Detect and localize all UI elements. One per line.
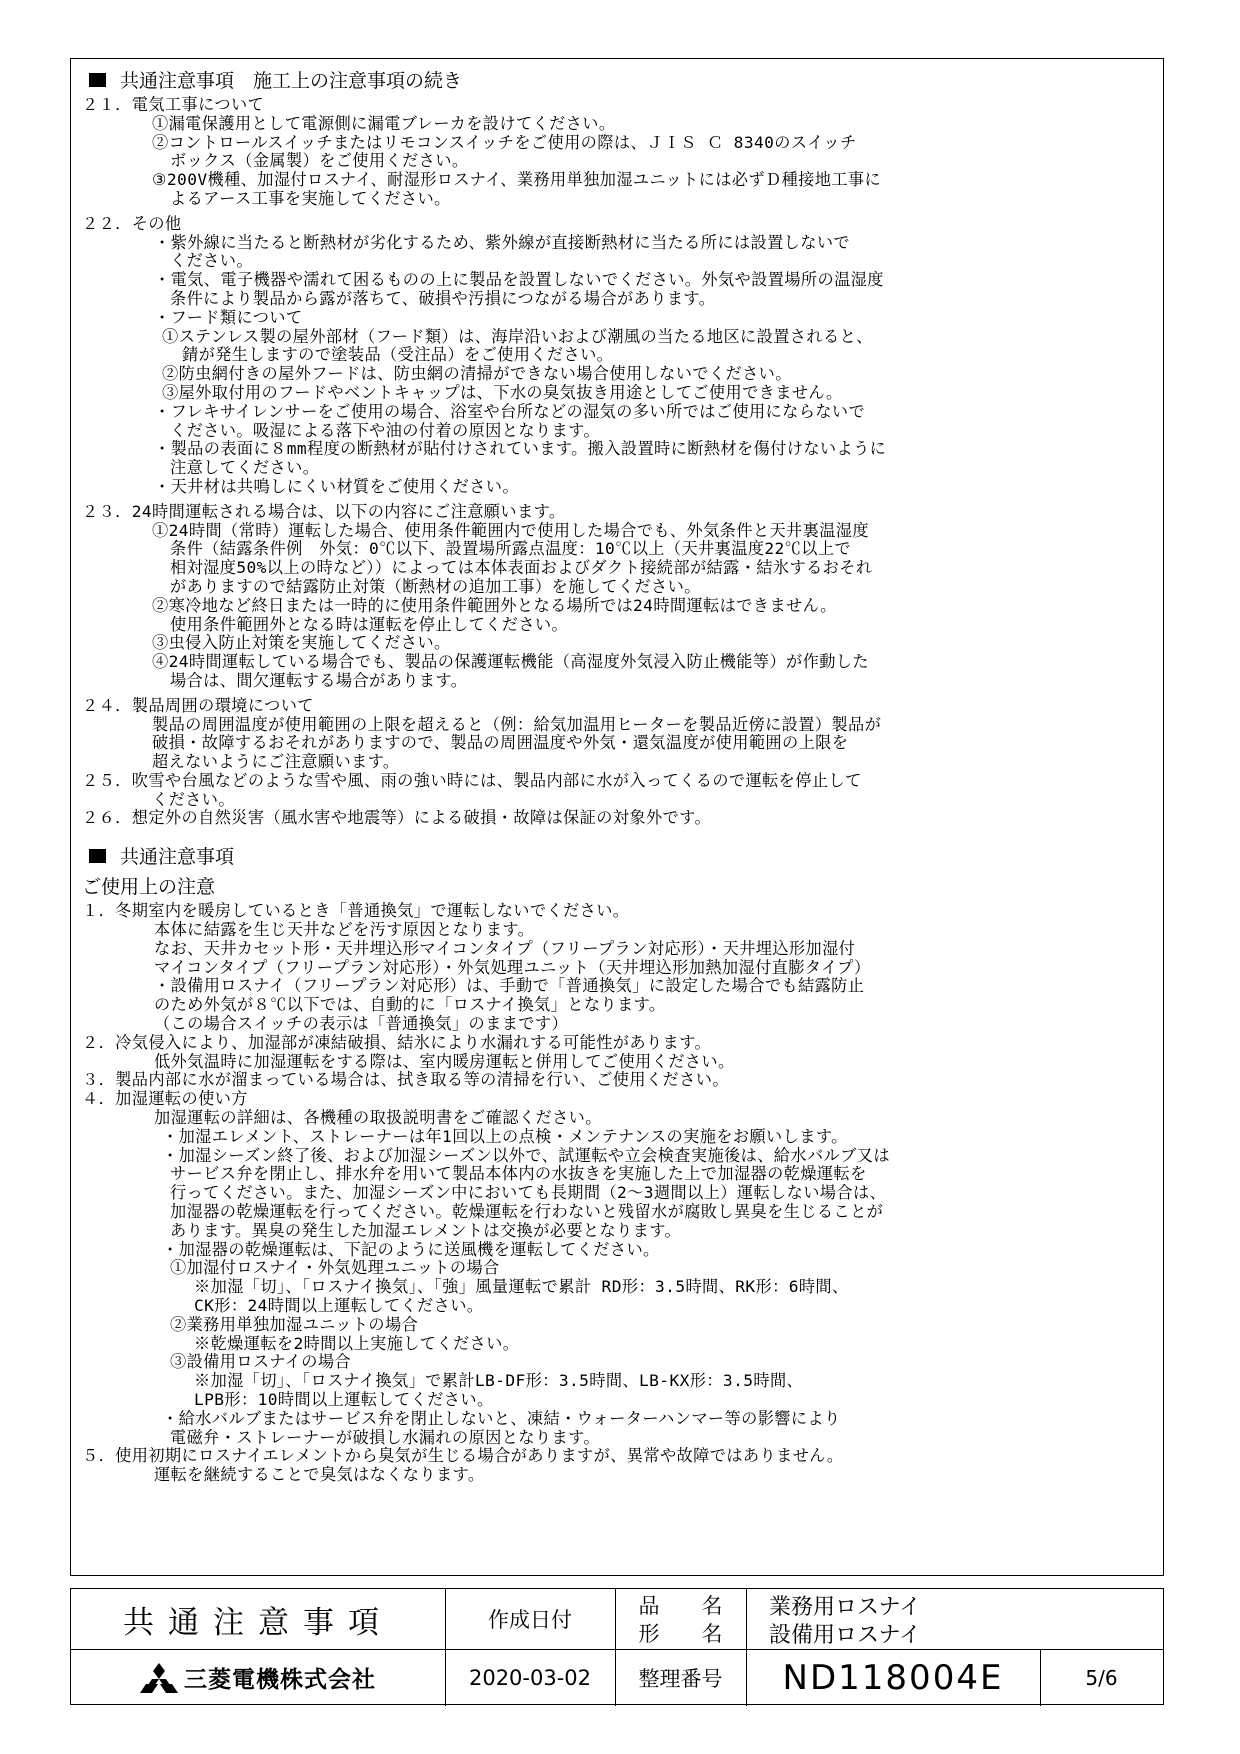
text-line: マイコンタイプ（フリープラン対応形）・外気処理ユニット（天井埋込形加熱加湿付直膨タイプ）: [154, 957, 871, 977]
created-label: 作成日付: [488, 1608, 572, 1632]
text-line: ・加湿器の乾燥運転は、下記のように送風機を運転してください。: [162, 1239, 660, 1259]
square-bullet-icon: [89, 73, 106, 87]
document-body: [82, 66, 1157, 1485]
text-line: １．冬期室内を暖房しているとき「普通換気」で運転しないでください。: [82, 901, 630, 921]
company-logo: [71, 1649, 445, 1706]
text-line: CK形：24時間以上運転してください。: [194, 1296, 484, 1316]
text-line: サービス弁を閉止し、排水弁を用いて製品本体内の水抜きを実施した上で加湿器の乾燥運転を: [170, 1164, 867, 1184]
text-line: 注意してください。: [170, 458, 320, 478]
text-line: ③虫侵入防止対策を実施してください。: [152, 633, 451, 653]
ref-label: 整理番号: [638, 1666, 723, 1691]
text-line: がありますので結露防止対策（断熱材の追加工事）を施してください。: [170, 576, 701, 596]
text-line: ２３．24時間運転される場合は、以下の内容にご注意願います。: [82, 501, 566, 521]
text-line: ・紫外線に当たると断熱材が劣化するため、紫外線が直接断熱材に当たる所には設置しないで: [154, 232, 851, 252]
square-bullet-icon: [89, 849, 106, 863]
text-line: ①加湿付ロスナイ・外気処理ユニットの場合: [170, 1258, 500, 1278]
created-date: 2020-03-02: [468, 1665, 592, 1690]
model-name: 設備用ロスナイ: [769, 1622, 922, 1648]
product-name-label: 品 名: [638, 1594, 723, 1618]
text-line: 低外気温時に加湿運転をする際は、室内暖房運転と併用してご使用ください。: [154, 1051, 735, 1071]
doc-title: 共通注意事項: [123, 1604, 393, 1641]
text-line: 本体に結露を生じ天井などを汚す原因となります。: [154, 920, 535, 940]
text-line: 加湿器の乾燥運転を行ってください。乾燥運転を行わないと残留水が腐敗し異臭を生じることが: [170, 1202, 884, 1222]
section-heading-common: 共通注意事項: [82, 842, 1157, 872]
text-line: ①漏電保護用として電源側に漏電ブレーカを設けてください。: [152, 113, 616, 133]
text-line: 錆が発生しますので塗装品（受注品）をご使用ください。: [182, 345, 614, 365]
text-line: ・電気、電子機器や濡れて困るものの上に製品を設置しないでください。外気や設置場所の温湿度: [154, 270, 884, 290]
text-line: ③設備用ロスナイの場合: [170, 1352, 352, 1372]
text-line: ２１．電気工事について: [82, 95, 265, 114]
text-line: ・給水バルブまたはサービス弁を閉止しないと、凍結・ウォーターハンマー等の影響により: [162, 1408, 841, 1428]
text-line: ※加湿「切」、「ロスナイ換気」、「強」風量運転で累計 RD形：3.5時間、RK形：6時間、: [194, 1277, 849, 1297]
text-line: ②防虫網付きの屋外フードは、防虫網の清掃ができない場合使用しないでください。: [162, 364, 792, 384]
model-label: 形 名: [638, 1622, 723, 1646]
text-line: 条件（結露条件例 外気：0℃以下、設置場所露点温度：10℃以上（天井裏温度22℃以上で: [170, 539, 852, 559]
text-line: ・フレキサイレンサーをご使用の場合、浴室や台所などの湿気の多い所ではご使用にならないで: [154, 401, 866, 421]
text-line: ③200V機種、加湿付ロスナイ、耐湿形ロスナイ、業務用単独加湿ユニットには必ずＤ種接地工事に: [152, 170, 882, 190]
section-usage-notes: [82, 902, 1157, 1485]
text-line: ください。: [152, 789, 235, 809]
product-name: 業務用ロスナイ: [769, 1594, 922, 1620]
title-block: [70, 1588, 1164, 1705]
text-line: 加湿運転の詳細は、各機種の取扱説明書をご確認ください。: [154, 1108, 602, 1128]
text-line: ください。: [170, 251, 253, 271]
text-line: 破損・故障するおそれがありますので、製品の周囲温度や外気・還気温度が使用範囲の上限を: [152, 733, 849, 753]
text-line: なお、天井カセット形・天井埋込形マイコンタイプ（フリープラン対応形）・天井埋込形加湿付: [154, 938, 856, 958]
text-line: ③屋外取付用のフードやベントキャップは、下水の臭気抜き用途としてご使用できません。: [162, 382, 843, 402]
text-line: ・フード類について: [154, 307, 303, 327]
text-line: のため外気が８℃以下では、自動的に「ロスナイ換気」となります。: [154, 995, 666, 1015]
page-number: 5/6: [1085, 1665, 1118, 1690]
company-name: 三菱電機株式会社: [184, 1667, 376, 1693]
section-heading-construction: 共通注意事項 施工上の注意事項の続き: [82, 66, 1157, 96]
text-line: ・天井材は共鳴しにくい材質をご使用ください。: [154, 476, 519, 496]
text-line: （この場合スイッチの表示は「普通換気」のままです）: [154, 1014, 569, 1034]
text-line: 場合は、間欠運転する場合があります。: [170, 670, 468, 690]
text-line: ２４．製品周囲の環境について: [82, 695, 314, 715]
text-line: ・加湿シーズン終了後、および加湿シーズン以外で、試運転や立会検査実施後は、給水バルブ又は: [162, 1145, 890, 1165]
text-line: ②コントロールスイッチまたはリモコンスイッチをご使用の際は、ＪＩＳ Ｃ 8340のスイッチ: [152, 132, 857, 152]
text-line: 相対湿度50%以上の時など））によっては本体表面およびダクト接続部が結露・結氷するおそれ: [170, 558, 873, 578]
text-line: ②業務用単独加湿ユニットの場合: [170, 1314, 419, 1334]
text-line: ボックス（金属製）をご使用ください。: [170, 151, 469, 171]
text-line: あります。異臭の発生した加湿エレメントは交換が必要となります。: [170, 1220, 682, 1240]
text-line: 製品の周囲温度が使用範囲の上限を超えると（例：給気加温用ヒーターを製品近傍に設置）製品が: [152, 714, 882, 734]
text-line: ３．製品内部に水が溜まっている場合は、拭き取る等の清掃を行い、ご使用ください。: [82, 1070, 729, 1090]
text-line: ４．加湿運転の使い方: [82, 1089, 248, 1109]
text-line: ※加湿「切」、「ロスナイ換気」で累計LB-DF形：3.5時間、LB-KX形：3.5時間、: [194, 1371, 804, 1391]
text-line: よるアース工事を実施してください。: [170, 188, 451, 208]
text-line: ください。吸湿による落下や油の付着の原因となります。: [170, 420, 600, 440]
text-line: ・製品の表面に８mm程度の断熱材が貼付けされています。搬入設置時に断熱材を傷付けないように: [154, 439, 887, 459]
text-line: 電磁弁・ストレーナーが破損し水漏れの原因となります。: [170, 1427, 600, 1447]
text-line: 運転を継続することで臭気はなくなります。: [154, 1465, 485, 1485]
text-line: ２２．その他: [82, 213, 182, 233]
text-line: ②寒冷地など終日または一時的に使用条件範囲外となる場所では24時間運転はできません。: [152, 595, 837, 615]
text-line: ・加湿エレメント、ストレーナーは年1回以上の点検・メンテナンスの実施をお願いします。: [162, 1126, 848, 1146]
text-line: LPB形：10時間以上運転してください。: [194, 1390, 494, 1409]
text-line: ①ステンレス製の屋外部材（フード類）は、海岸沿いおよび潮風の当たる地区に設置されると、: [162, 326, 873, 346]
text-line: ５．使用初期にロスナイエレメントから臭気が生じる場合がありますが、異常や故障ではありません。: [82, 1446, 844, 1466]
text-line: ※乾燥運転を2時間以上実施してください。: [194, 1333, 520, 1353]
text-line: ④24時間運転している場合でも、製品の保護運転機能（高湿度外気浸入防止機能等）が作動した: [152, 652, 869, 672]
mitsubishi-logo-icon: [140, 1663, 178, 1693]
text-line: ２６．想定外の自然災害（風水害や地震等）による破損・故障は保証の対象外です。: [82, 808, 712, 828]
text-line: 行ってください。また、加湿シーズン中においても長期間（2～3週間以上）運転しない場合は、: [170, 1183, 887, 1203]
text-line: ２５．吹雪や台風などのような雪や風、雨の強い時には、製品内部に水が入ってくるので運転を停止して: [82, 770, 862, 790]
text-line: 条件により製品から露が落ちて、破損や汚損につながる場合があります。: [170, 288, 716, 308]
section-construction-notes: [82, 96, 1157, 828]
ref-number: ND118004E: [782, 1657, 1004, 1698]
text-line: ①24時間（常時）運転した場合、使用条件範囲内で使用した場合でも、外気条件と天井裏温湿度: [152, 520, 869, 540]
text-line: ・設備用ロスナイ（フリープラン対応形）は、手動で「普通換気」に設定した場合でも結露防止: [154, 976, 865, 996]
text-line: ２．冷気侵入により、加湿部が凍結破損、結氷により水漏れする可能性があります。: [82, 1032, 712, 1052]
text-line: 超えないようにご注意願います。: [152, 752, 400, 772]
subsection-heading-usage: ご使用上の注意: [82, 876, 216, 899]
text-line: 使用条件範囲外となる時は運転を停止してください。: [170, 614, 569, 634]
